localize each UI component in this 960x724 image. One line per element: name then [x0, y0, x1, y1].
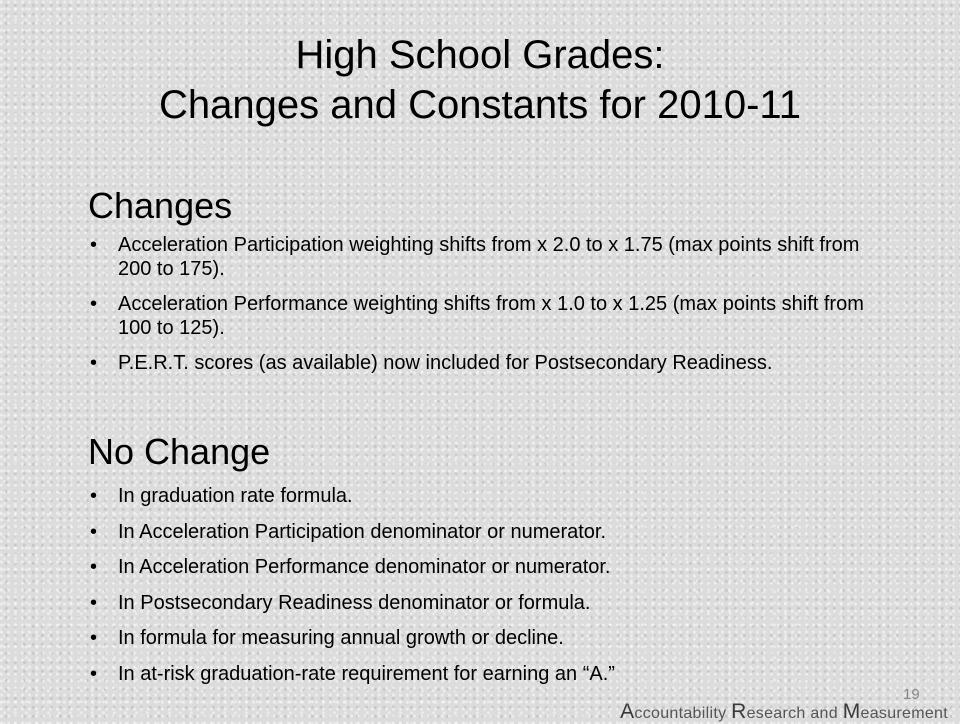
bullet-item: • In at-risk graduation-rate requirement for earning an “A.” — [88, 662, 878, 686]
footer-text-1: ccountability — [634, 705, 732, 722]
footer-text-3: easurement — [860, 705, 948, 722]
changes-list — [88, 233, 878, 386]
no-change-list — [88, 484, 878, 698]
bullet-item: • Acceleration Performance weighting shifts from x 1.0 to x 1.25 (max points shift from 100 to 125). — [88, 292, 878, 340]
bullet-item: • Acceleration Participation weighting shifts from x 2.0 to x 1.75 (max points shift from 200 to 175). — [88, 233, 878, 281]
footer-initial-m: M — [842, 700, 861, 723]
bullet-item: • In Acceleration Participation denominator or numerator. — [88, 520, 878, 544]
footer-org-name — [620, 700, 948, 724]
no-change-heading: No Change — [88, 431, 271, 472]
footer-initial-a: A — [620, 700, 635, 723]
bullet-item: • In formula for measuring annual growth or decline. — [88, 626, 878, 650]
bullet-item: • In graduation rate formula. — [88, 484, 878, 508]
footer-initial-r: R — [731, 700, 747, 723]
changes-heading: Changes — [88, 185, 233, 226]
page-number: 19 — [903, 686, 920, 703]
bullet-item: • In Postsecondary Readiness denominator or formula. — [88, 591, 878, 615]
title-line-1: High School Grades: — [295, 33, 665, 77]
bullet-item: • P.E.R.T. scores (as available) now included for Postsecondary Readiness. — [88, 351, 878, 375]
footer-text-2: esearch and — [746, 705, 843, 722]
slide-title — [0, 30, 960, 130]
title-line-2: Changes and Constants for 2010-11 — [159, 83, 801, 127]
bullet-item: • In Acceleration Performance denominator or numerator. — [88, 555, 878, 579]
